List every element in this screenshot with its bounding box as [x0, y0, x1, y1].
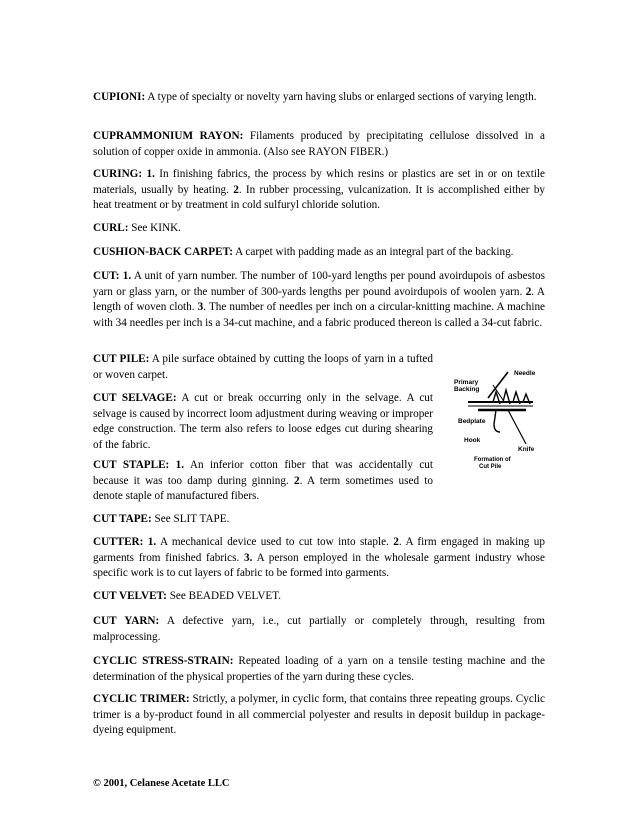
figure-label-knife: Knife: [518, 446, 535, 453]
entry-cut-staple: [93, 458, 433, 505]
entry-cutter: [93, 535, 545, 582]
entry-number: 2: [233, 183, 239, 196]
entry-body: See KINK.: [128, 222, 181, 234]
entry-number: 1.: [119, 270, 132, 282]
figure-label-hook: Hook: [464, 437, 481, 444]
figure-label-primary: Primary: [454, 379, 479, 386]
entry-term: CUPRAMMONIUM RAYON:: [93, 130, 244, 142]
entry-body: A unit of yarn number. The number of 100-yard lengths per pound avoirdupois of asbestos yarn or glass yarn, or the number of 300-yards lengths per pound avoirdupois of woolen yarn.: [93, 270, 545, 298]
figure-label-backing: Backing: [454, 386, 480, 393]
entry-body: A mechanical device used to cut tow into staple.: [156, 536, 394, 548]
entry-body: Strictly, a polymer, in cyclic form, that contains three repeating groups. Cyclic trimer is a by-product found in all commercial polyester and results in deposit buildup in package-dyeing equipment.: [93, 693, 545, 737]
entry-term: CYCLIC STRESS-STRAIN:: [93, 655, 234, 667]
entry-term: CUSHION-BACK CARPET:: [93, 246, 233, 258]
entry-cuprammonium-rayon: [93, 129, 545, 160]
entry-cyclic-trimer: [93, 692, 545, 739]
entry-body: . A length of woven cloth.: [93, 285, 545, 314]
entry-body: . The number of needles per inch on a circular-knitting machine. A machine with 34 needles per inch is a 34-cut machine, and a fabric produced thereon is called a 34-cut fabric.: [93, 301, 545, 329]
entry-curing: [93, 167, 545, 214]
entry-body: . In rubber processing, vulcanization. It is accomplished either by heat treatment or by treatment in cold sulfuryl chloride solution.: [93, 183, 546, 212]
entry-body: A pile surface obtained by cutting the loops of yarn in a tufted or woven carpet.: [93, 353, 433, 381]
entry-term: CUPIONI:: [93, 91, 146, 103]
entry-term: CUT SELVAGE:: [93, 392, 177, 404]
entry-body: An inferior cotton fiber that was accidentally cut because it was too damp during ginning.: [93, 459, 433, 487]
entry-body: A carpet with padding made as an integral part of the backing.: [232, 246, 514, 258]
entry-body: In finishing fabrics, the process by which resins or plastics are set in or on textile materials, usually by heating.: [93, 168, 546, 196]
entry-term: CUT:: [93, 270, 120, 282]
entry-number: 3.: [244, 551, 253, 564]
entry-body: A cut or break occurring only in the selvage. A cut selvage is caused by incorrect loom adjustment during weaving or improper edge construction. The term also refers to loose edges cut during shearing of the fabric.: [93, 392, 434, 451]
entry-term: CUT YARN:: [93, 615, 160, 627]
entry-term: CURL:: [93, 222, 129, 234]
entry-number: 2: [294, 474, 300, 487]
figure-label-bedplate: Bedplate: [458, 418, 486, 425]
entry-cut-selvage: [93, 391, 433, 453]
figure-caption-line-1: Formation of: [474, 457, 511, 463]
entry-term: CURING:: [93, 168, 143, 180]
entry-term: CUT TAPE:: [93, 513, 152, 525]
copyright-footer: © 2001, Celanese Acetate LLC: [93, 778, 230, 789]
entry-cut-pile: [93, 352, 433, 383]
entry-cushion-back-carpet: [93, 245, 545, 261]
entry-curl: [93, 221, 545, 237]
entry-number: 3: [197, 301, 204, 314]
entry-body: A defective yarn, i.e., cut partially or completely through, resulting from malprocessing.: [93, 615, 545, 643]
entry-number: 2: [393, 536, 399, 548]
entry-term: CUT VELVET:: [93, 590, 167, 602]
entry-number: 1.: [169, 459, 185, 471]
entry-cut: [93, 269, 545, 331]
figure-label-needle: Needle: [514, 370, 536, 377]
entry-body: See BEADED VELVET.: [166, 590, 282, 602]
entry-cut-velvet: [93, 589, 545, 605]
entry-cut-tape: [93, 512, 545, 528]
entry-term: CUT PILE:: [93, 353, 150, 365]
entry-cyclic-stress-strain: [93, 654, 545, 685]
entry-body: Repeated loading of a yarn on a tensile testing machine and the determination of the physical properties of the yarn during these cycles.: [93, 655, 545, 683]
entry-body: See SLIT TAPE.: [151, 513, 230, 525]
entry-cupioni: [93, 90, 545, 106]
entry-number: 1.: [142, 168, 155, 180]
entry-body: Filaments produced by precipitating cellulose dissolved in a solution of copper oxide in ammonia. (Also see RAYON FIBER.): [93, 130, 545, 158]
entry-body: A type of specialty or novelty yarn having slubs or enlarged sections of varying length.: [145, 91, 537, 103]
cut-pile-figure: [448, 362, 548, 472]
entry-term: CUTTER:: [93, 536, 144, 548]
figure-caption-line-2: Cut Pile: [479, 464, 502, 470]
entry-body: A person employed in the wholesale garment industry whose specific work is to cut layers of fabric to be formed into garments.: [93, 551, 545, 580]
entry-number: 2: [525, 285, 532, 298]
entry-cut-yarn: [93, 614, 545, 645]
entry-term: CUT STAPLE:: [93, 459, 170, 471]
entry-number: 1.: [143, 536, 157, 548]
entry-term: CYCLIC TRIMER:: [93, 693, 190, 705]
entry-body: . A term sometimes used to denote staple of manufactured fibers.: [93, 474, 433, 503]
entry-body: . A firm engaged in making up garments from finished fabrics.: [93, 536, 545, 564]
